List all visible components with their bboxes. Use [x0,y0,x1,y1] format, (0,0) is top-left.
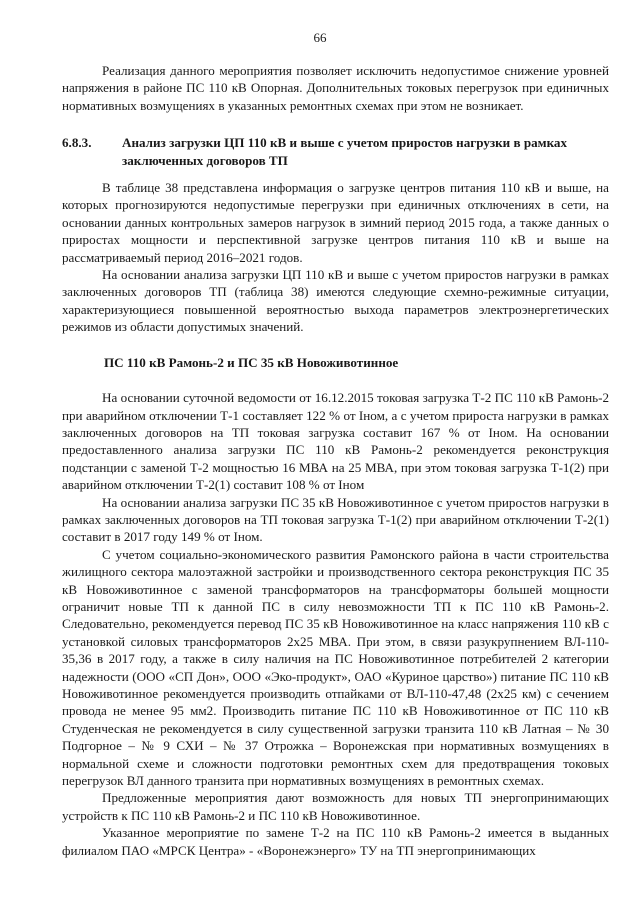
body-paragraph: В таблице 38 представлена информация о загрузке центров питания 110 кВ и выше, на которых прогнозируются недопустимые перегрузки при единичных отключениях в сети, на основании данных контрольных замеров нагрузок в зимний период 2015 года, а также данных о приростах мощности и перспективной загрузке центров питания 110 кВ и выше на рассматриваемый период 2016–2021 годов. [62,180,609,265]
body-paragraph: На основании суточной ведомости от 16.12.2015 токовая загрузка Т-2 ПС 110 кВ Рамонь-2 при аварийном отключении Т-1 составляет 122 % от Iном, а с учетом прироста нагрузки в рамках заключенных договоров на ТП токовая загрузка составит 167 % от Iном. На основании предоставленного анализа загрузки ПС 110 кВ Рамонь-2 рекомендуется реконструкция подстанции с заменой Т-2 мощностью 16 МВА на 25 МВА, при этом токовая загрузка Т-1(2) при аварийном отключении Т-2(1) составит 108 % от Iном [62,390,609,493]
page-number: 66 [313,30,327,45]
body-paragraph: На основании анализа загрузки ЦП 110 кВ и выше с учетом приростов нагрузки в рамках заключенных договоров ТП (таблица 38) имеются следующие схемно-режимные ситуации, характеризующиеся повышенной вероятностью выхода параметров электроэнергетических режимов из области допустимых значений. [62,267,609,335]
body-paragraph: Предложенные мероприятия дают возможность для новых ТП энергопринимающих устройств к ПС 110 кВ Рамонь-2 и ПС 110 кВ Новоживотинное. [62,790,609,823]
body-paragraph: На основании анализа загрузки ПС 35 кВ Новоживотинное с учетом приростов нагрузки в рамках заключенных договоров на ТП токовая загрузка Т-1(2) при аварийном отключении Т-2(1) составит в 2017 году 149 % от Iном. [62,494,609,545]
page-body [62,62,609,859]
subsection-heading: ПС 110 кВ Рамонь-2 и ПС 35 кВ Новоживотинное [104,354,399,370]
body-paragraph: Реализация данного мероприятия позволяет исключить недопустимое снижение уровней напряжения в районе ПС 110 кВ Опорная. Дополнительных токовых перегрузок при единичных нормативных возмущениях в указанных ремонтных схемах при этом не возникает. [62,63,609,113]
section-title: Анализ загрузки ЦП 110 кВ и выше с учетом приростов нагрузки в рамках заключенных договоров ТП [122,135,568,168]
body-paragraph: Указанное мероприятие по замене Т-2 на ПС 110 кВ Рамонь-2 имеется в выданных филиалом ПАО «МРСК Центра» - «Воронежэнерго» ТУ на ТП энергопринимающих [62,825,609,858]
section-heading [62,134,609,169]
section-number: 6.8.3. [62,135,92,151]
body-paragraph: С учетом социально-экономического развития Рамонского района в части строительства жилищного сектора малоэтажной застройки и производственного сектора реконструкция ПС 35 кВ Новоживотинное с заменой трансформаторов на трансформаторы большей мощности ограничит новые ТП к данной ПС в силу невозможности ТП к ПС 110 кВ Рамонь-2. Следовательно, рекомендуется перевод ПС 35 кВ Новоживотинное на класс напряжения 110 кВ с установкой силовых трансформаторов 2х25 МВА. При этом, в связи разукрупнением ВЛ-110-35,36 в 2017 году, а также в силу наличия на ПС Новоживотинное потребителей 2 категории надежности (ООО «СП Дон», ООО «Эко-продукт», ОАО «Куриное царство») питание ПС 110 кВ Новоживотинное рекомендуется производить отпайками от ВЛ-110-47,48 (2х25 км) с сечением провода не менее 95 мм2. Производить питание ПС 110 кВ Новоживотинное от ПС 110 кВ Студенческая не рекомендуется в силу существенной загрузки транзита 110 кВ Латная – № 30 Подгорное – № 9 СХИ – № 37 Отрожка – Воронежская при нормативных возмущениях в нормальной схеме и сложности подготовки ремонтных схем для предотвращения токовых перегрузок ВЛ данного транзита при нормативных возмущениях в ремонтных схемах. [62,546,609,789]
